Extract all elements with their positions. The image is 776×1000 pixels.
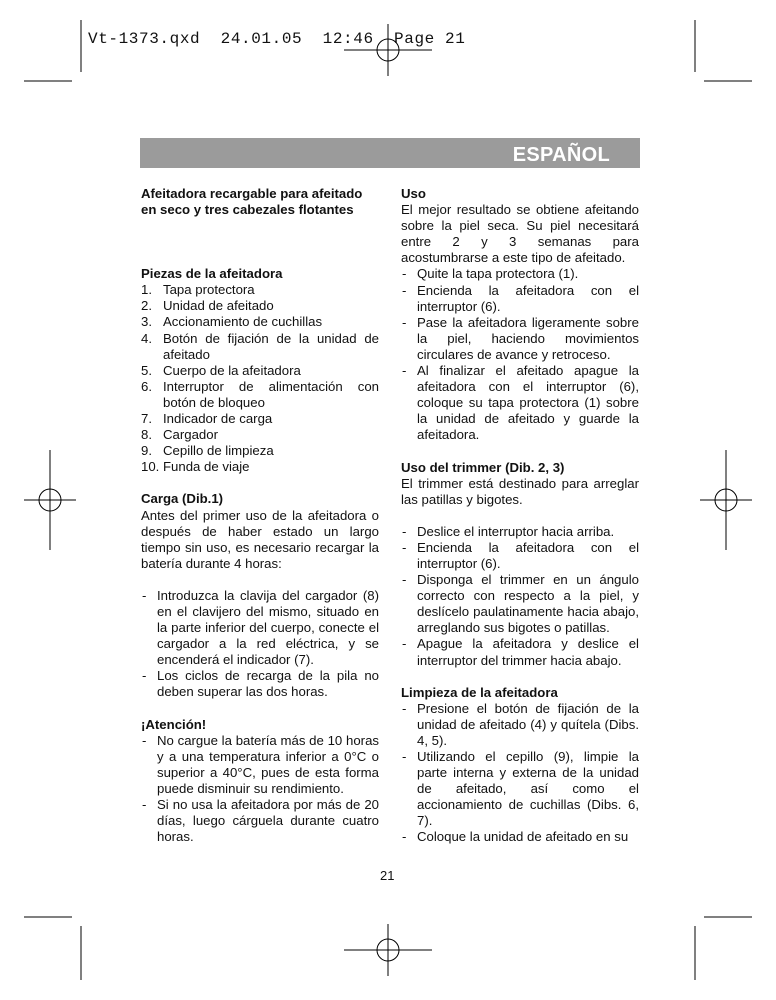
crop-mark-bottom-right xyxy=(695,917,752,980)
registration-mark-bottom xyxy=(344,924,432,976)
use-heading: Uso xyxy=(401,186,426,201)
trimmer-list xyxy=(401,524,639,669)
left-column xyxy=(141,186,379,845)
parts-list-item: 9. Cepillo de limpieza xyxy=(141,443,274,459)
language-title: ESPAÑOL xyxy=(512,144,610,166)
crop-mark-bottom-left xyxy=(24,917,81,980)
registration-mark-right xyxy=(700,450,752,550)
attention-list xyxy=(141,733,379,846)
page-number: 21 xyxy=(380,868,395,883)
use-list-item: - Pase la afeitadora ligeramente sobre la piel, haciendo movimientos circulares de avance y retroceso. xyxy=(402,314,639,362)
cleaning-list-item: - Coloque la unidad de afeitado en su xyxy=(402,829,629,845)
charging-list xyxy=(141,588,379,701)
trimmer-heading: Uso del trimmer (Dib. 2, 3) xyxy=(401,459,565,475)
parts-list-item: 5. Cuerpo de la afeitadora xyxy=(141,362,301,378)
charging-list-item: - Los ciclos de recarga de la pila no deben superar las dos horas. xyxy=(142,668,379,700)
registration-mark-top xyxy=(344,24,432,76)
trimmer-list-item: - Encienda la afeitadora con el interruptor (6). xyxy=(402,539,639,571)
trimmer-paragraph: El trimmer está destinado para arreglar las patillas y bigotes. xyxy=(401,475,639,507)
parts-list-item: 7. Indicador de carga xyxy=(141,411,273,427)
use-list-item: - Al finalizar el afeitado apague la afeitadora con el interruptor (6), coloque su tapa protectora (1) sobre la unidad de afeitado y guarde la afeitadora. xyxy=(402,363,639,443)
parts-list xyxy=(141,282,379,475)
use-list-item: - Quite la tapa protectora (1). xyxy=(402,266,579,282)
parts-list-item: 6. Interruptor de alimentación con botón de bloqueo xyxy=(141,378,379,410)
cleaning-list xyxy=(401,701,639,846)
use-list-item: - Encienda la afeitadora con el interruptor (6). xyxy=(402,282,639,314)
use-list xyxy=(401,266,639,443)
registration-mark-left xyxy=(24,450,76,550)
use-paragraph: El mejor resultado se obtiene afeitando sobre la piel seca. Su piel necesitará entre 2 y 3 semanas para acostumbrarse a este tipo de afeitado. xyxy=(401,202,639,266)
parts-list-item: 3. Accionamiento de cuchillas xyxy=(141,314,323,330)
attention-list-item: - Si no usa la afeitadora por más de 20 días, luego cárguela durante cuatro horas. xyxy=(142,797,379,845)
parts-list-item: 1. Tapa protectora xyxy=(141,282,255,298)
trimmer-list-item: - Apague la afeitadora y deslice el interruptor del trimmer hacia abajo. xyxy=(402,636,639,668)
trimmer-list-item: - Deslice el interruptor hacia arriba. xyxy=(402,523,615,539)
cleaning-list-item: - Presione el botón de fijación de la unidad de afeitado (4) y quítela (Dibs. 4, 5). xyxy=(402,700,639,748)
crop-mark-top-right xyxy=(695,20,752,81)
parts-list-item: 8. Cargador xyxy=(141,427,218,443)
intro-title-line2: en seco y tres cabezales flotantes xyxy=(141,202,354,218)
cleaning-heading: Limpieza de la afeitadora xyxy=(401,684,558,700)
right-column xyxy=(401,186,639,846)
language-header-bar xyxy=(140,138,640,168)
intro-title xyxy=(141,186,379,218)
attention-heading: ¡Atención! xyxy=(141,716,207,732)
parts-list-item: 4. Botón de fijación de la unidad de afeitado xyxy=(141,330,379,362)
charging-heading: Carga (Dib.1) xyxy=(141,491,224,507)
cleaning-list-item: - Utilizando el cepillo (9), limpie la parte interna y externa de la unidad de afeitado, así como el accionamiento de cuchillas (Dibs. 6, 7). xyxy=(402,749,639,829)
charging-list-item: - Introduzca la clavija del cargador (8) en el clavijero del mismo, situado en la parte inferior del cuerpo, conecte el cargador a la red eléctrica, y se encenderá el indicador (7). xyxy=(142,587,379,668)
parts-heading: Piezas de la afeitadora xyxy=(141,266,283,282)
trimmer-list-item: - Disponga el trimmer en un ángulo correcto con respecto a la piel, y deslícelo paulatinamente hacia abajo, arreglando sus bigotes o patillas. xyxy=(402,572,639,636)
parts-list-item: 10. Funda de viaje xyxy=(141,459,250,475)
attention-list-item: - No cargue la batería más de 10 horas y a una temperatura inferior a 0°C o superior a 40°C, pues de esta forma puede disminuir su rendimiento. xyxy=(142,732,379,796)
parts-list-item: 2. Unidad de afeitado xyxy=(141,298,274,314)
charging-paragraph: Antes del primer uso de la afeitadora o después de haber estado un largo tiempo sin uso, es necesario recargar la batería durante 4 horas: xyxy=(141,507,379,571)
intro-title-line1: Afeitadora recargable para afeitado xyxy=(141,186,363,201)
crop-mark-top-left xyxy=(24,20,81,81)
print-slug: Vt-1373.qxd 24.01.05 12:46 Page 21 xyxy=(88,30,466,48)
